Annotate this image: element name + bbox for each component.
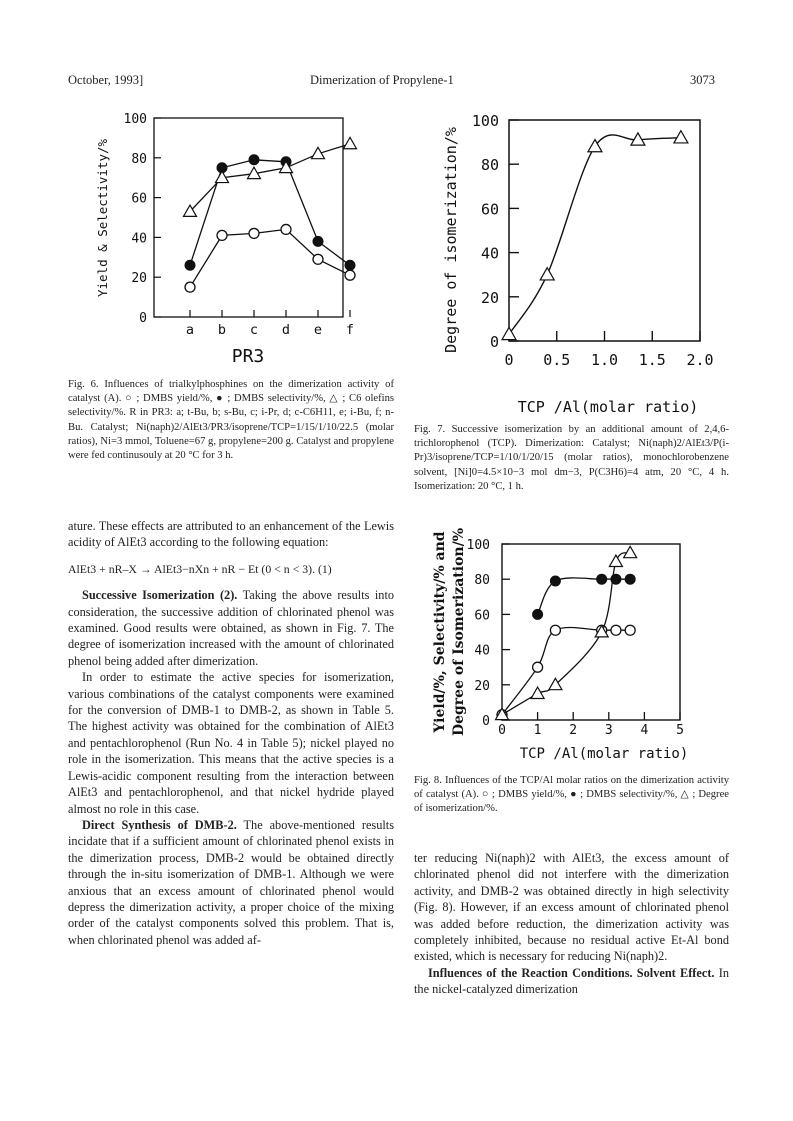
data-point bbox=[217, 230, 227, 240]
y-tick-label: 0 bbox=[489, 333, 499, 351]
x-tick-label: 5 bbox=[676, 723, 684, 738]
x-axis-label: TCP /Al(molar ratio) bbox=[517, 398, 699, 416]
data-point bbox=[345, 260, 355, 270]
y-tick-label: 80 bbox=[480, 156, 499, 175]
paragraph-active-species: In order to estimate the active species for isomerization, various combinations of the catalyst components were examined for the conversion of DMB-1 to DMB-2, as shown in Table 5. The highest activity was obtained for the combination of AlEt3 and pentachlorophenol (Run No. 4 in Table 5); nickel played no role in the isomerization. This means that the active species is a Lewis-acidic component resulting from the interaction between AlEt3 and pentachlorophenol, and that nickel hydride played almost no role in this case. bbox=[68, 670, 394, 816]
data-point bbox=[185, 282, 195, 292]
data-point bbox=[185, 260, 195, 270]
data-point bbox=[540, 268, 554, 280]
series-line bbox=[190, 229, 350, 287]
data-point bbox=[281, 224, 291, 234]
left-column bbox=[68, 518, 394, 948]
x-axis-label: TCP /Al(molar ratio) bbox=[519, 746, 689, 762]
y-tick-label: 20 bbox=[480, 288, 499, 307]
data-point bbox=[533, 662, 543, 672]
paragraph-direct-synthesis bbox=[68, 817, 394, 948]
y-tick-label: 40 bbox=[131, 231, 147, 247]
plot-frame bbox=[509, 120, 700, 341]
header-article-title: Dimerization of Propylene-1 bbox=[310, 73, 454, 87]
y-tick-label: 80 bbox=[474, 573, 490, 589]
plot-frame bbox=[154, 118, 343, 317]
data-point bbox=[625, 625, 635, 635]
y-axis-label: Yield & Selectivity/% bbox=[95, 138, 110, 298]
data-point bbox=[609, 555, 622, 566]
data-point bbox=[344, 137, 357, 148]
x-tick-label: 3 bbox=[604, 723, 613, 738]
y-tick-label: 0 bbox=[482, 714, 490, 729]
figure-7-chart bbox=[432, 100, 722, 420]
right-column bbox=[414, 850, 729, 998]
data-point bbox=[624, 546, 637, 557]
data-point bbox=[531, 687, 544, 698]
x-tick-label: d bbox=[281, 322, 291, 338]
y-tick-label: 80 bbox=[131, 151, 147, 167]
data-point bbox=[533, 609, 543, 619]
paragraph-text: Taking the above results into consideration, the successive addition of chlorinated phenol was examined. Good results were obtained, as shown in Fig. 7. The degree of isomerization increased with the amount of chlorinated phenol being added after dimerization. bbox=[68, 588, 395, 668]
data-point bbox=[345, 270, 355, 280]
data-point bbox=[674, 131, 688, 143]
figure-8-caption-text: Fig. 8. Influences of the TCP/Al molar ratios on the dimerization activity of catalyst (A). ○ ; DMBS yield/%, ● ; DMBS selectivity/%, △ ; Degree of isomerization/%. bbox=[414, 775, 729, 815]
header-page-number: 3073 bbox=[690, 73, 715, 87]
data-point bbox=[611, 625, 621, 635]
figure-7-caption bbox=[414, 423, 729, 494]
y-tick-label: 60 bbox=[131, 191, 147, 207]
x-tick-label: b bbox=[217, 322, 227, 338]
paragraph-lewis-acidity: ature. These effects are attributed to an enhancement of the Lewis acidity of AlEt3 according to the following equation: bbox=[68, 519, 394, 550]
figure-6-caption-text: Fig. 6. Influences of trialkylphosphines on the dimerization activity of catalyst (A). ○ ; DMBS yield/%, ● ; DMBS selectivity/%, △ ; C6 olefins selectivity/%. R in PR3: a; t-Bu, b; s-Bu, c; i-Pr, d; c-C6H11, e; i-Bu, f; n-Bu. Catalyst; Ni(naph)2/AlEt3/PR3/isoprene/TCP=1/15/1/10/22.5 (molar ratios), Ni=3 mmol, Toluene=67 g, propylene=200 g. Catalyst and propylene were fed continusouly at 20 °C for 3 h. bbox=[68, 379, 394, 462]
paragraph-text: In the nickel-catalyzed dimerization bbox=[414, 965, 730, 997]
figure-8-caption bbox=[414, 774, 729, 817]
data-point bbox=[502, 327, 516, 339]
data-point bbox=[249, 228, 259, 238]
header-journal-date: October, 1993] bbox=[68, 73, 144, 87]
y-tick-label: 60 bbox=[480, 200, 499, 219]
data-point bbox=[249, 155, 259, 165]
x-tick-label: e bbox=[313, 322, 323, 338]
y-axis-label: Degree of isomerization/% bbox=[442, 127, 460, 353]
figure-6-caption bbox=[68, 378, 394, 463]
data-point bbox=[597, 574, 607, 584]
x-tick-label: 0 bbox=[498, 723, 506, 738]
paragraph-reaction-conditions bbox=[414, 965, 729, 998]
y-tick-label: 100 bbox=[471, 112, 499, 130]
figure-7-caption-text: Fig. 7. Successive isomerization by an additional amount of 2,4,6-trichlorophenol (TCP). Dimerization: Catalyst; Ni(naph)2/AlEt3/P(i-Pr)3/isoprene/TCP=1/10/1/20/15 (molar ratios), monochlorobenzene solvent, [Ni]0=4.5×10−3 mol dm−3, P(C3H6)=4 atm, 20 °C, 4 h. Isomerization: 20 °C, 1 h. bbox=[414, 424, 729, 492]
x-tick-label: 0 bbox=[504, 351, 514, 369]
data-point bbox=[550, 625, 560, 635]
data-point bbox=[313, 254, 323, 264]
y-axis-label: Degree of Isomerization/% bbox=[451, 527, 467, 737]
data-point bbox=[313, 236, 323, 246]
x-tick-label: a bbox=[185, 322, 195, 338]
y-tick-label: 40 bbox=[480, 244, 499, 263]
series-line bbox=[190, 144, 350, 212]
paragraph-successive-isomerization bbox=[68, 587, 394, 669]
y-tick-label: 20 bbox=[131, 271, 147, 287]
x-tick-label: 2.0 bbox=[686, 351, 714, 369]
x-axis-label: PR3 bbox=[231, 346, 265, 367]
section-heading: Successive Isomerization (2). bbox=[82, 588, 238, 603]
x-tick-label: 2 bbox=[569, 723, 578, 738]
y-tick-label: 100 bbox=[123, 112, 147, 127]
figure-6-chart bbox=[80, 100, 355, 375]
x-tick-label: 1 bbox=[533, 723, 542, 738]
plot-frame bbox=[502, 544, 680, 720]
x-tick-label: 4 bbox=[640, 723, 649, 738]
x-tick-label: f bbox=[345, 322, 355, 338]
y-tick-label: 100 bbox=[466, 538, 490, 553]
y-axis-label: Yield/%, Selectivity/% and bbox=[432, 531, 448, 733]
series-line bbox=[509, 135, 681, 334]
x-tick-label: 1.5 bbox=[638, 351, 666, 369]
x-tick-label: 1.0 bbox=[590, 351, 619, 369]
data-point bbox=[625, 574, 635, 584]
y-tick-label: 40 bbox=[474, 643, 490, 659]
section-heading: Influences of the Reaction Conditions. Solvent Effect. bbox=[428, 965, 715, 980]
paragraph-text: The above-mentioned results incidate that if a sufficient amount of chlorinated phenol exists in the dimerization process, DMB-2 would be obtained directly through the in-situ isomerization of DMB-1. Although we were anxious that an excess amount of chlorinated phenol would depress the dimerization activity, a proper choice of the mixing order of the catalyst components solved this problem. That is, when chlorinated phenol was added af- bbox=[68, 817, 394, 947]
x-tick-label: 0.5 bbox=[543, 351, 571, 369]
figure-8-chart bbox=[430, 527, 720, 767]
series-line bbox=[502, 627, 630, 714]
data-point bbox=[550, 576, 560, 586]
y-tick-label: 60 bbox=[474, 608, 490, 624]
section-heading: Direct Synthesis of DMB-2. bbox=[82, 817, 237, 832]
equation-1: AlEt3 + nR–X → AlEt3−nXn + nR − Et (0 < n < 3). (1) bbox=[68, 561, 332, 576]
x-tick-label: c bbox=[249, 322, 259, 338]
y-tick-label: 20 bbox=[474, 678, 490, 694]
y-tick-label: 0 bbox=[139, 311, 147, 326]
paragraph-excess-phenol: ter reducing Ni(naph)2 with AlEt3, the excess amount of chlorinated phenol did not interfere with the dimerization activity, and DMB-2 was obtained directly in high selectivity (Fig. 8). However, if an excess amount of chlorinated phenol was added before reduction, the dimerization activity was completely inhibited, because no residual active Et-Al bond existed, which is necessary for reducing Ni(naph)2. bbox=[414, 851, 729, 964]
